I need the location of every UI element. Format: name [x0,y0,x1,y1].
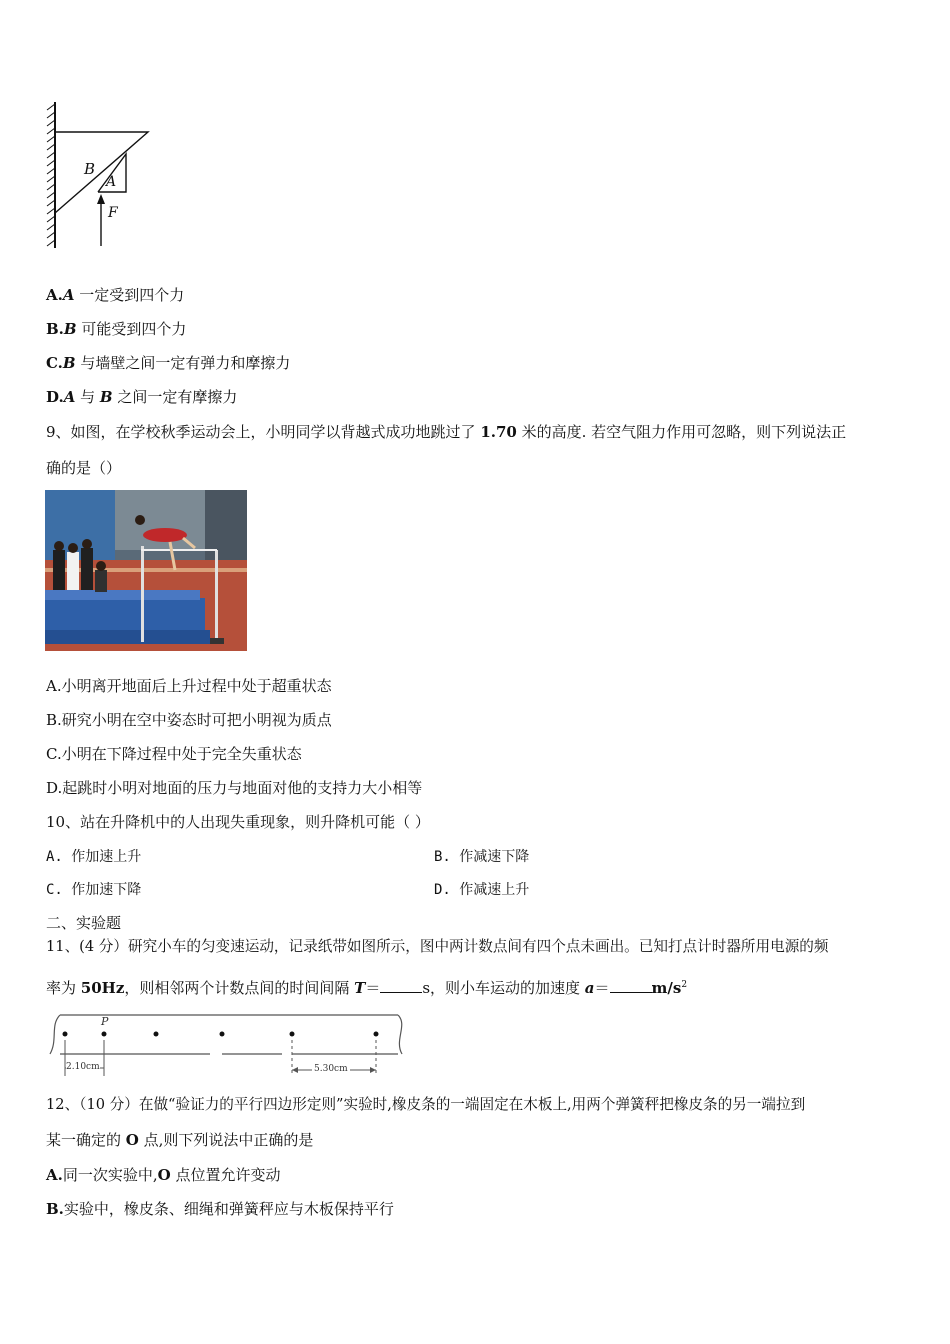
answer-blank-t [380,978,422,993]
q9-option-c: C.小明在下降过程中处于完全失重状态 [46,745,302,763]
label-f: F [108,205,118,221]
q10-option-a: A. 作加速上升 [46,849,142,865]
high-jump-photo [45,490,247,651]
q9-stem-line2: 确的是（） [46,459,122,477]
q8-figure-wall-blocks [40,98,160,253]
q11-stem-line2: 率为 50Hz，则相邻两个计数点间的时间间隔 T＝ s，则小车运动的加速度 $a= m/s^2$ [46,979,688,997]
q8-option-b: B.B 可能受到四个力 [46,320,187,338]
q12-option-a: A.同一次实验中,O 点位置允许变动 [46,1166,281,1184]
q10-stem: 10、站在升降机中的人出现失重现象，则升降机可能（ ） [46,813,430,831]
q10-option-c: C. 作加速下降 [46,882,142,898]
q11-stem-line1: 11、(4 分）研究小车的匀变速运动，记录纸带如图所示，图中两计数点间有四个点未画出。已知打点计时器所用电源的频 [46,938,829,955]
section-heading: 二、实验题 [46,914,122,932]
tape-distance-1: 2.10cm [66,1062,100,1072]
q8-option-d: D.A 与 B 之间一定有摩擦力 [46,388,238,406]
label-a: A [106,174,117,190]
q12-stem-line2: 某一确定的 O 点,则下列说法中正确的是 [46,1131,314,1149]
tape-point-p: P [101,1015,109,1028]
label-b: B [84,160,96,178]
q9-option-d: D.起跳时小明对地面的压力与地面对他的支持力大小相等 [46,779,423,797]
q12-option-b: B.实验中，橡皮条、细绳和弹簧秤应与木板保持平行 [46,1200,394,1218]
q12-stem-line1: 12、（10 分）在做“验证力的平行四边形定则”实验时,橡皮条的一端固定在木板上,用两个弹簧秤把橡皮条的另一端拉到 [46,1096,806,1113]
q10-option-b: B. 作减速下降 [434,849,530,865]
q9-stem-line1: 9、如图，在学校秋季运动会上，小明同学以背越式成功地跳过了 1.70 米的高度. 若空气阻力作用可忽略，则下列说法正 [46,423,847,441]
q9-option-b: B.研究小明在空中姿态时可把小明视为质点 [46,711,332,729]
q8-option-c: C.B 与墙壁之间一定有弹力和摩擦力 [46,354,291,372]
q9-option-a: A.小明离开地面后上升过程中处于超重状态 [46,677,332,695]
answer-blank-a [610,978,652,993]
q10-option-d: D. 作减速上升 [434,882,530,898]
tape-distance-2: 5.30cm [314,1064,348,1074]
q8-option-a: A.A 一定受到四个力 [46,286,185,304]
